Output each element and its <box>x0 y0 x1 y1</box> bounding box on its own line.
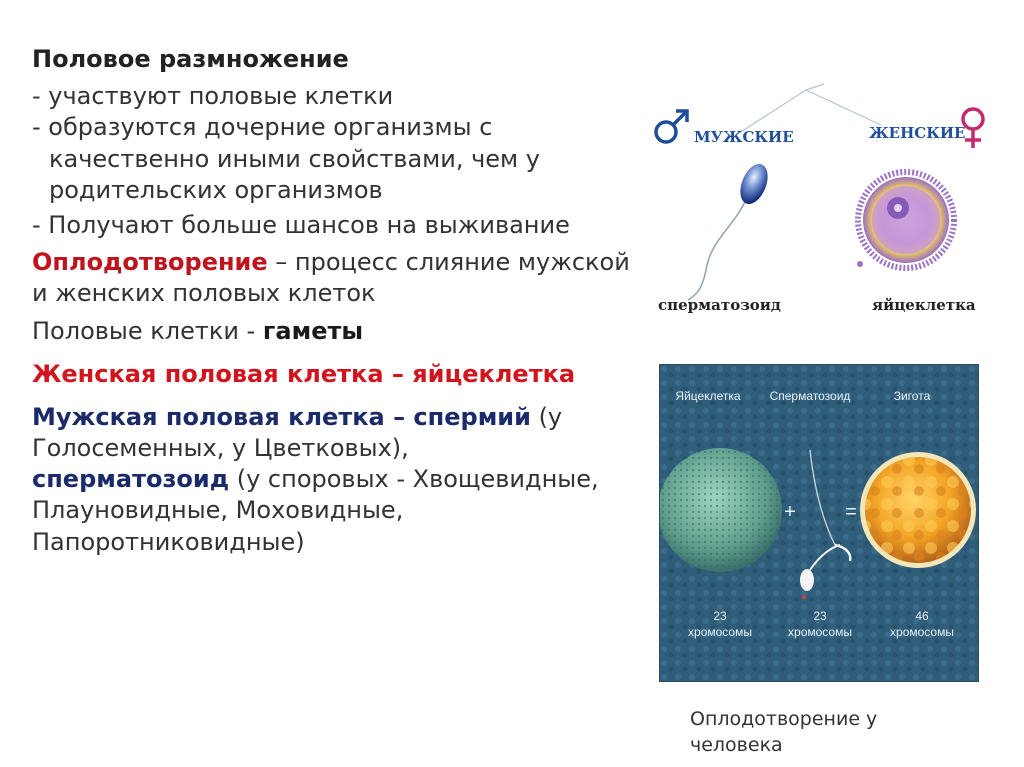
fertilization-text: – процесс слияние мужской и женских половых клеток <box>32 248 630 308</box>
sperm-icon <box>688 160 773 300</box>
male-symbol-icon <box>656 111 687 142</box>
gamete-illustration <box>636 80 1016 320</box>
male-cell-line <box>32 402 632 464</box>
photo-label-egg: Яйцеклетка <box>675 389 741 403</box>
female-label: ЖЕНСКИЕ <box>869 124 966 142</box>
zygote-chromosome-unit: хромосомы <box>890 625 954 639</box>
bullet-item: - Получают больше шансов на выживание <box>32 210 570 239</box>
sperm-chromosome-unit: хромосомы <box>788 625 852 639</box>
gametes-term: гаметы <box>262 316 364 345</box>
sperm-caption: сперматозоид <box>658 296 781 314</box>
male-cell-term: Мужская половая клетка – спермий <box>32 402 531 431</box>
sperm-chromosome-count: 23 <box>813 609 827 623</box>
sperm-line <box>32 464 632 558</box>
egg-chromosome-unit: хромосомы <box>688 625 752 639</box>
sperm-note: (у споровых - Хвощевидные, Плауновидные, Моховидные, Папоротниковидные) <box>32 465 599 556</box>
gametes-prefix: Половые клетки - <box>32 316 263 345</box>
egg-photo-icon <box>660 448 782 572</box>
male-cell-note: (у Голосеменных, у Цветковых), <box>32 402 563 463</box>
zygote-photo-icon <box>860 452 976 568</box>
photo-label-zygote: Зигота <box>893 389 931 403</box>
bullet-item: - участвуют половые клетки <box>32 82 394 111</box>
egg-caption: яйцеклетка <box>872 296 976 314</box>
egg-chromosome-count: 23 <box>713 609 727 623</box>
male-label: МУЖСКИЕ <box>694 128 794 146</box>
female-cell-line: Женская половая клетка – яйцеклетка <box>32 359 576 388</box>
gametes-line <box>32 316 632 347</box>
photo-label-sperm: Сперматозоид <box>769 389 851 403</box>
plus-sign: + <box>784 501 796 523</box>
text-column <box>32 44 632 558</box>
photo-caption: Оплодотворение у человека <box>690 708 878 756</box>
sperm-term: сперматозоид <box>32 465 230 494</box>
bullet-item: - образуются дочерние организмы с качественно иными свойствами, чем у родительских организмов <box>32 113 540 204</box>
fertilization-photo <box>659 364 979 682</box>
fertilization-term: Оплодотворение <box>32 248 268 277</box>
gamete-drawing <box>636 80 1016 320</box>
zygote-chromosome-count: 46 <box>915 609 929 623</box>
slide-heading: Половое размножение <box>32 45 349 73</box>
equals-sign: = <box>845 501 857 523</box>
egg-cell-icon <box>857 172 954 268</box>
female-symbol-icon <box>963 109 983 148</box>
fertilization-definition <box>32 247 632 309</box>
